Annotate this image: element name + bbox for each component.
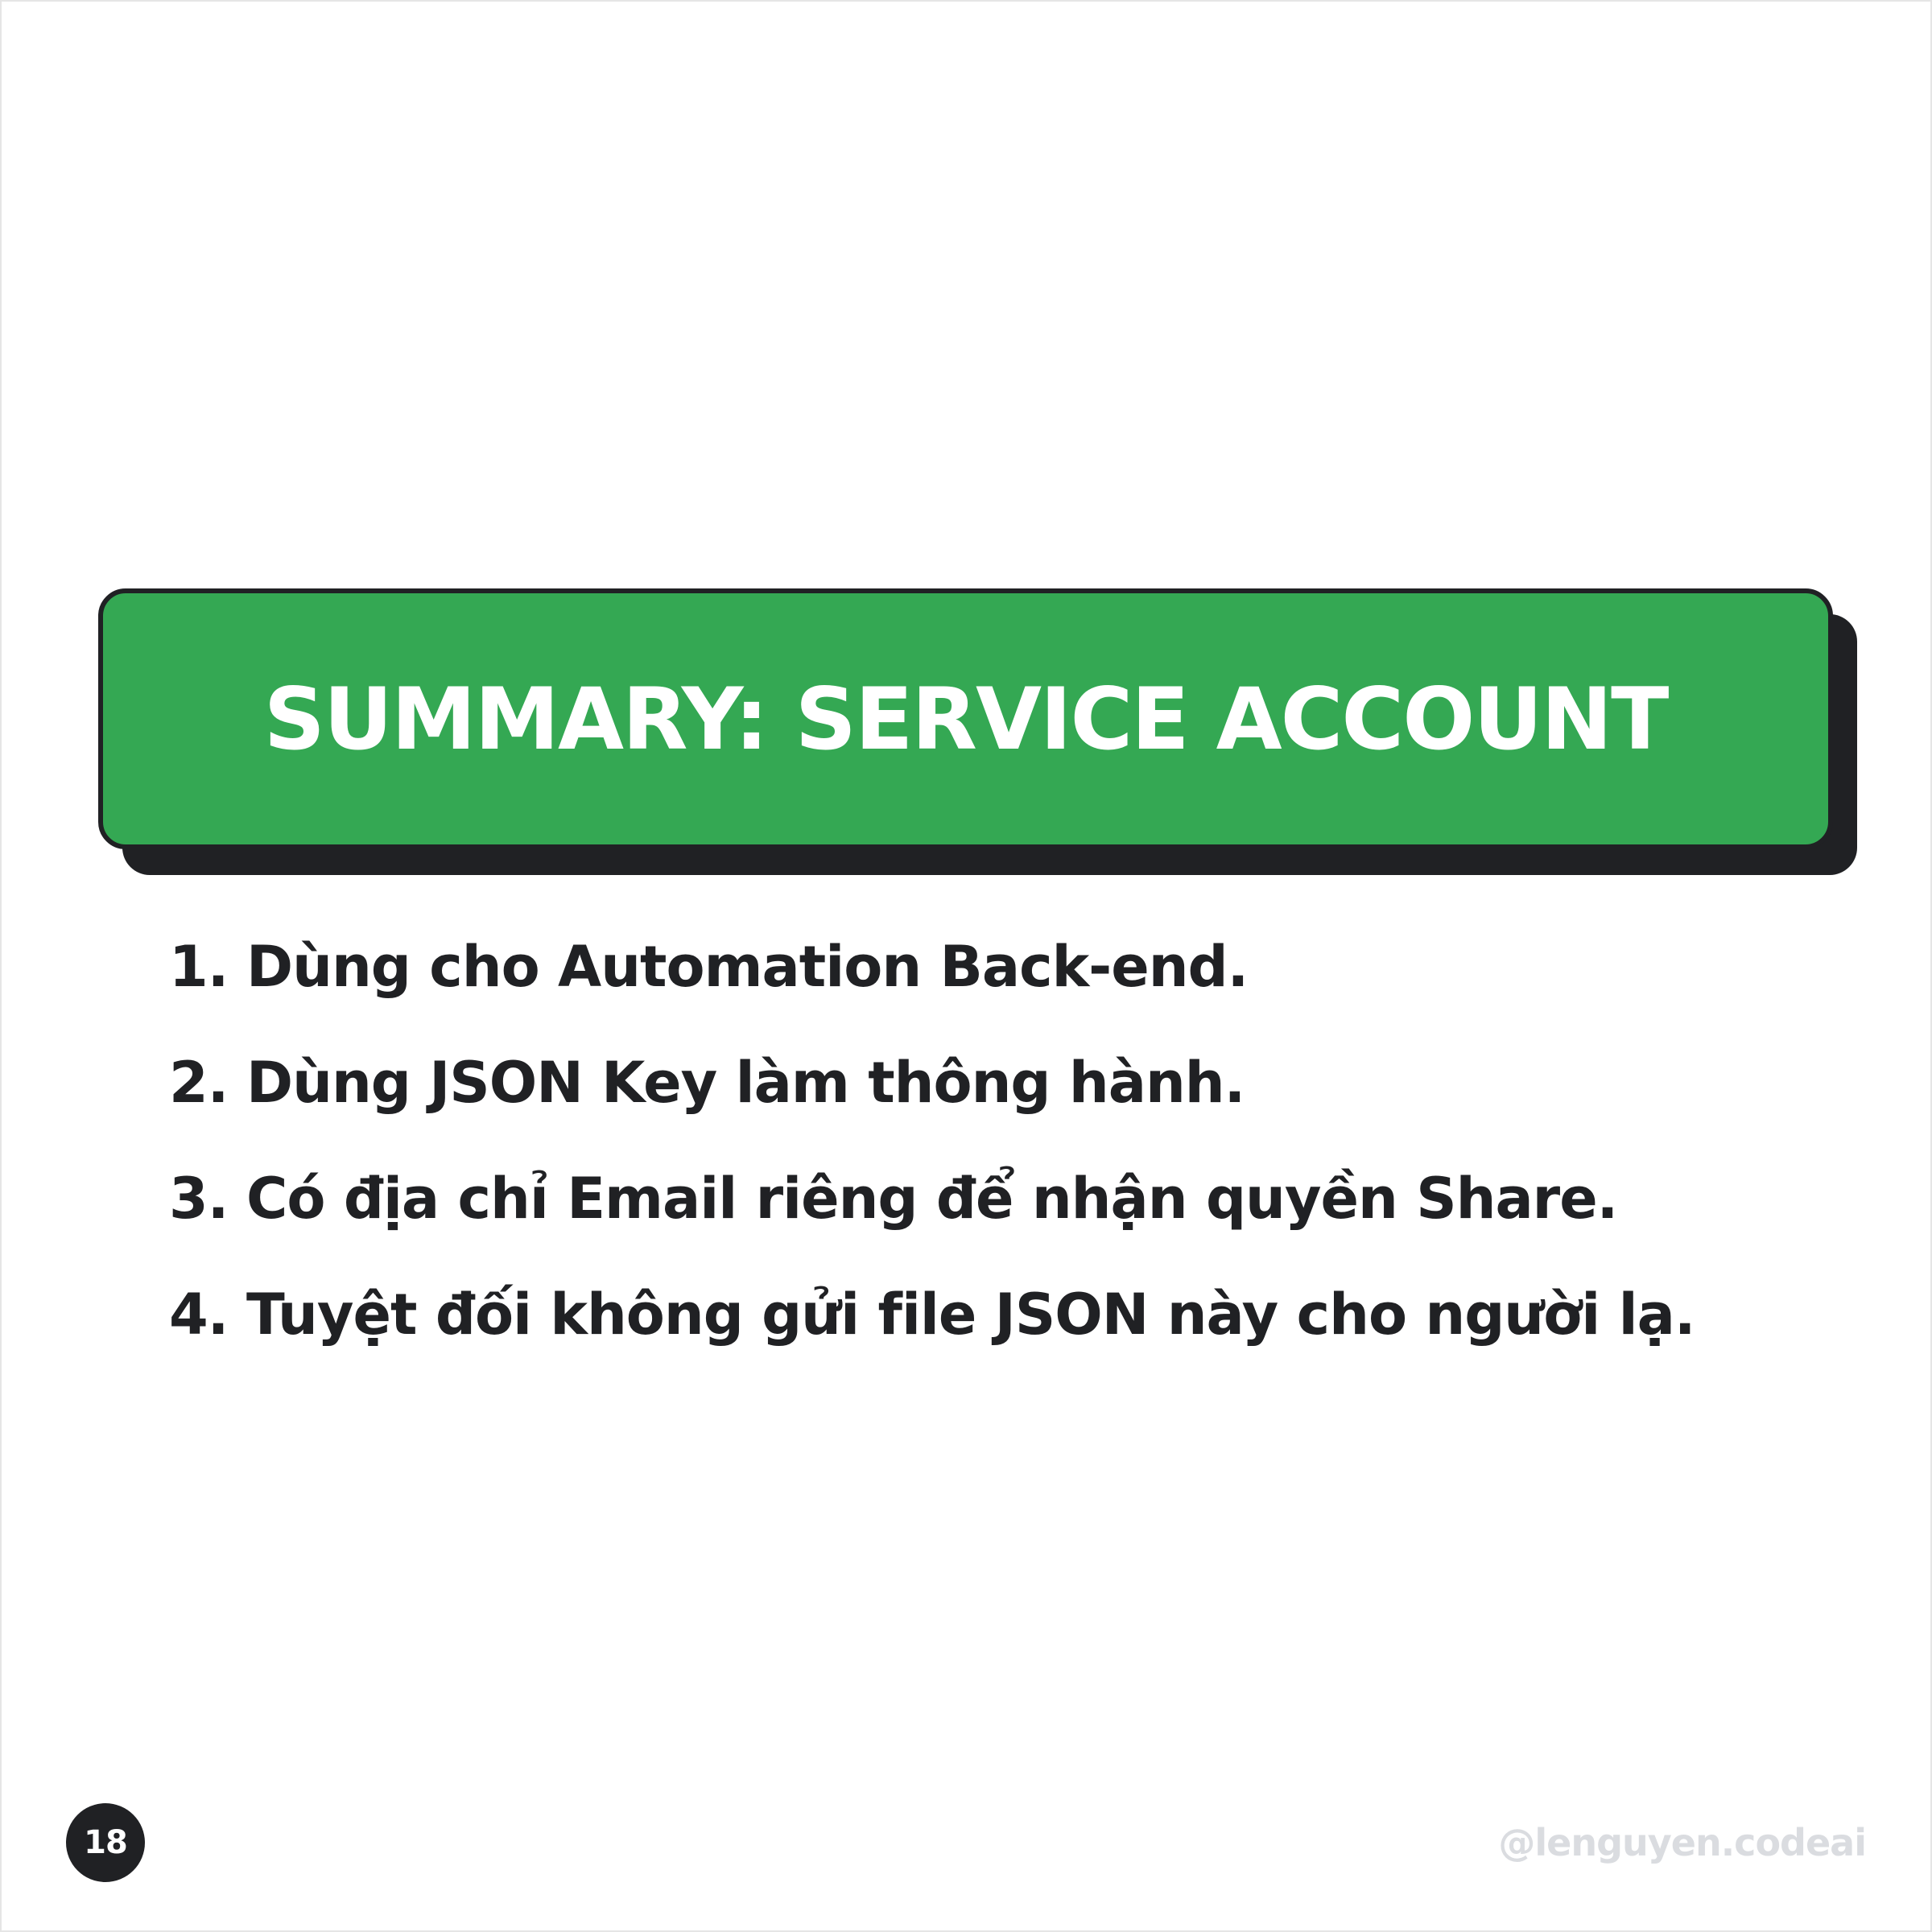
- list-item: [169, 1050, 1779, 1166]
- page-number-badge: 18: [66, 1803, 145, 1882]
- page-title: SUMMARY: SERVICE ACCOUNT: [263, 669, 1668, 769]
- summary-list: [169, 934, 1779, 1397]
- watermark-handle: @lenguyen.codeai: [1498, 1821, 1866, 1864]
- list-item-text: Có địa chỉ Email riêng để nhận quyền Share.: [246, 1166, 1618, 1232]
- list-item-text: Tuyệt đối không gửi file JSON này cho người lạ.: [246, 1282, 1695, 1348]
- title-banner-box: [98, 588, 1833, 849]
- list-item-number: 2.: [169, 1050, 229, 1116]
- list-item-text: Dùng JSON Key làm thông hành.: [246, 1050, 1245, 1116]
- list-item-number: 1.: [169, 934, 229, 1000]
- title-banner: [98, 588, 1833, 875]
- list-item: [169, 1282, 1779, 1397]
- list-item-number: 3.: [169, 1166, 229, 1232]
- list-item: [169, 934, 1779, 1050]
- list-item-number: 4.: [169, 1282, 229, 1348]
- list-item: [169, 1166, 1779, 1282]
- list-item-text: Dùng cho Automation Back-end.: [246, 934, 1249, 1000]
